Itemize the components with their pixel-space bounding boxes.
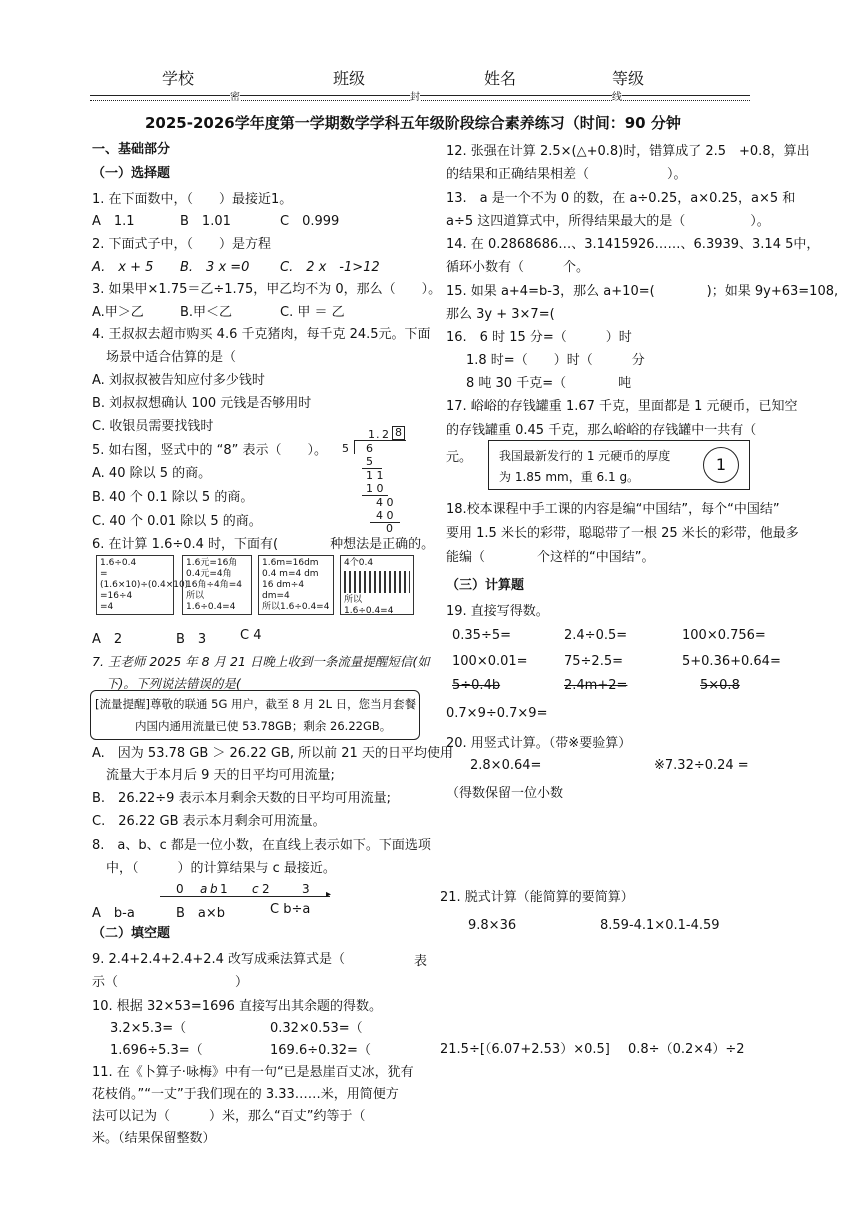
div-row-4: 1 0 — [366, 482, 384, 495]
q19-e: 75÷2.5= — [564, 654, 624, 669]
seal-line — [90, 95, 750, 96]
q21-c: 21.5÷[（6.07+2.53）×0.5] — [440, 1042, 610, 1057]
q7-sms-box: [流量提醒]尊敬的联通 5G 用户，截至 8 月 2L 日，您当月套餐 内国内通用流量已使 53.78GB；剩余 26.22GB。 — [90, 690, 420, 740]
class-label: 班级 — [333, 69, 366, 88]
q11-line3: 法可以记为（ ）米，那么“百丈”约等于（ — [92, 1109, 366, 1124]
q2-option-a: A. x + 5 — [92, 260, 154, 275]
q21-d: 0.8÷（0.2×4）÷2 — [628, 1042, 745, 1057]
q17-line3: 元。 — [446, 450, 473, 465]
q6-card-3: 1.6m=16dm 0.4 m=4 dm 16 dm÷4 dm=4 所以1.6÷0.4=4 — [258, 555, 334, 615]
q4-option-c: C. 收银员需要找钱时 — [92, 419, 214, 434]
q19-d: 100×0.01= — [452, 654, 528, 669]
q5-long-division — [340, 425, 410, 535]
q19-i: 5×0.8 — [700, 678, 740, 693]
q11-line4: 米。（结果保留整数） — [92, 1131, 216, 1146]
q13-line2: a÷5 这四道算式中，所得结果最大的是（ ）。 — [446, 214, 770, 229]
section-calc: （三）计算题 — [446, 578, 525, 593]
q16-line1: 16. 6 时 15 分=（ ）时 — [446, 330, 632, 345]
q5-option-c: C. 40 个 0.01 除以 5 的商。 — [92, 514, 262, 529]
q20: 20. 用竖式计算。（带※要验算） — [446, 736, 632, 751]
header — [0, 66, 868, 96]
q1-option-b: B 1.01 — [180, 214, 231, 229]
q19-g: 5÷0.4b — [452, 678, 501, 693]
q3-option-b: B.甲＜乙 — [180, 305, 233, 320]
section-choice: （一）选择题 — [92, 166, 171, 181]
div-row-6: 4 0 — [376, 509, 394, 522]
q3: 3. 如果甲×1.75＝乙÷1.75，甲乙均不为 0，那么（ ）。 — [92, 282, 442, 297]
q19-h: 2.4m+2= — [564, 678, 628, 693]
seal-xian: 线 — [612, 88, 622, 103]
part1-heading: 一、基础部分 — [92, 142, 171, 157]
q10-b: 0.32×0.53=（ — [270, 1021, 363, 1036]
bars-diagram — [344, 571, 410, 593]
q14-line2: 循环小数有（ 个。 — [446, 260, 590, 275]
q17-coin-box: 我国最新发行的 1 元硬币的厚度 为 1.85 mm，重 6.1 g。 1 — [488, 440, 750, 490]
q1-option-c: C 0.999 — [280, 214, 340, 229]
q6-option-a: A 2 — [92, 632, 123, 647]
q8-option-a: A b-a — [92, 906, 135, 921]
q4-line1: 4. 王叔叔去超市购买 4.6 千克猪肉，每千克 24.5元。下面 — [92, 327, 431, 342]
q17-line2: 的存钱罐重 0.45 千克，那么峪峪的存钱罐中一共有（ — [446, 423, 757, 438]
q8-line2: 中，（ ）的计算结果与 c 最接近。 — [106, 861, 336, 876]
q18-line1: 18.校本课程中手工课的内容是编“中国结”，每个“中国结” — [446, 502, 780, 517]
quotient-2: 2 — [382, 428, 389, 441]
div-row-7: 0 — [386, 522, 393, 535]
q6-card-4: 4个0.4 所以1.6÷0.4=4 — [340, 555, 414, 615]
section-fill: （二）填空题 — [92, 926, 171, 941]
school-label: 学校 — [162, 69, 195, 88]
q3-option-a: A.甲＞乙 — [92, 305, 144, 320]
q9-line1: 9. 2.4+2.4+2.4+2.4 改写成乘法算式是（ — [92, 952, 346, 967]
q8-number-line: ▸ 0 a b 1 c 2 3 — [160, 882, 340, 904]
q6-card-2: 1.6元=16角 0.4元=4角 16角÷4角=4 所以1.6÷0.4=4 — [182, 555, 252, 615]
q6: 6. 在计算 1.6÷0.4 时，下面有( 种想法是正确的。 — [92, 537, 435, 552]
q21-a: 9.8×36 — [468, 918, 517, 933]
q4-line2: 场景中适合估算的是（ — [106, 350, 237, 365]
q10-d: 169.6÷0.32=（ — [270, 1043, 371, 1058]
q12-line2: 的结果和正确结果相差（ ）。 — [446, 167, 687, 182]
q21-b: 8.59-4.1×0.1-4.59 — [600, 918, 720, 933]
q5: 5. 如右图，竖式中的 “8” 表示（ ）。 — [92, 443, 328, 458]
q14-line1: 14. 在 0.2868686…、3.1415926……、6.3939、3.14 5中， — [446, 237, 820, 252]
quotient-dot: . — [376, 428, 380, 441]
div-row-2: 5 — [366, 455, 373, 468]
q19-j: 0.7×9÷0.7×9= — [446, 706, 548, 721]
name-label: 姓名 — [484, 69, 517, 88]
q7-line2: 下)。下列说法错误的是( — [106, 676, 241, 691]
q6-option-b: B 3 — [176, 632, 207, 647]
quotient-1: 1 — [368, 428, 375, 441]
seal-line-dotted — [90, 100, 750, 101]
q8-line1: 8. a、b、c 都是一位小数，在直线上表示如下。下面选项 — [92, 838, 431, 853]
q4-option-a: A. 刘叔叔被告知应付多少钱时 — [92, 373, 265, 388]
divisor: 5 — [342, 442, 349, 455]
q18-line2: 要用 1.5 米长的彩带，聪聪带了一根 25 米长的彩带，他最多 — [446, 526, 799, 541]
seal-mi: 密 — [230, 88, 240, 103]
q10-c: 1.696÷5.3=（ — [110, 1043, 203, 1058]
q17-line1: 17. 峪峪的存钱罐重 1.67 千克，里面都是 1 元硬币，已知空 — [446, 399, 798, 414]
seal-feng: 封 — [410, 88, 420, 103]
q3-option-c: C. 甲 ＝ 乙 — [280, 305, 345, 320]
q16-line2: 1.8 时=（ ）时（ 分 — [466, 353, 645, 368]
q19-b: 2.4÷0.5= — [564, 628, 628, 643]
div-row-3: 1 1 — [366, 469, 384, 482]
q12-line1: 12. 张强在计算 2.5×(△+0.8)时，错算成了 2.5 +0.8，算出 — [446, 144, 810, 159]
q2-option-b: B. 3 x =0 — [180, 260, 250, 275]
q13-line1: 13. a 是一个不为 0 的数，在 a÷0.25，a×0.25，a×5 和 — [446, 191, 796, 206]
q19-f: 5+0.36+0.64= — [682, 654, 781, 669]
q1: 1. 在下面数中，（ ）最接近1。 — [92, 192, 293, 207]
q6-card-1: 1.6÷0.4 =(1.6×10)÷(0.4×10) =16÷4 =4 — [96, 555, 174, 615]
q2-option-c: C. 2 x -1>12 — [280, 260, 380, 275]
q20-b: ※7.32÷0.24 = — [654, 758, 749, 773]
q19-c: 100×0.756= — [682, 628, 766, 643]
q10-a: 3.2×5.3=（ — [110, 1021, 187, 1036]
q9-right: 表 — [414, 954, 428, 969]
q20-a: 2.8×0.64= — [470, 758, 542, 773]
q20-c: （得数保留一位小数 — [446, 786, 564, 801]
q19: 19. 直接写得数。 — [446, 604, 549, 619]
q7-option-a1: A. 因为 53.78 GB ＞ 26.22 GB, 所以前 21 天的日平均使用 — [92, 746, 453, 761]
quotient-8-box: 8 — [392, 426, 405, 440]
q5-option-a: A. 40 除以 5 的商。 — [92, 466, 212, 481]
q10: 10. 根据 32×53=1696 直接写出其余题的得数。 — [92, 999, 383, 1014]
q19-a: 0.35÷5= — [452, 628, 512, 643]
q21: 21. 脱式计算（能简算的要简算） — [440, 890, 634, 905]
q7-option-b: B. 26.22÷9 表示本月剩余天数的日平均可用流量; — [92, 791, 391, 806]
q9-line2: 示（ ） — [92, 975, 249, 990]
q4-option-b: B. 刘叔叔想确认 100 元钱是否够用时 — [92, 396, 312, 411]
q8-option-c: C b÷a — [270, 902, 311, 917]
q7-line1: 7. 王老师 2025 年 8 月 21 日晚上收到一条流量提醒短信(如 — [92, 654, 430, 669]
q11-line1: 11. 在《卜算子·咏梅》中有一句“已是悬崖百丈冰，犹有 — [92, 1065, 414, 1080]
q7-option-c: C. 26.22 GB 表示本月剩余可用流量。 — [92, 814, 326, 829]
q15-line2: 那么 3y + 3×7=( — [446, 307, 555, 322]
q2: 2. 下面式子中，（ ）是方程 — [92, 237, 272, 252]
q1-option-a: A 1.1 — [92, 214, 135, 229]
q15-line1: 15. 如果 a+4=b-3，那么 a+10=( )；如果 9y+63=108, — [446, 284, 839, 299]
q6-option-c: C 4 — [240, 628, 262, 643]
q5-option-b: B. 40 个 0.1 除以 5 的商。 — [92, 490, 254, 505]
q7-option-a2: 流量大于本月后 9 天的日平均可用流量; — [106, 768, 335, 783]
q8-option-b: B a×b — [176, 906, 226, 921]
q18-line3: 能编（ 个这样的“中国结”。 — [446, 550, 655, 565]
div-row-5: 4 0 — [376, 496, 394, 509]
dividend: 6 — [366, 442, 373, 455]
q16-line3: 8 吨 30 千克=（ 吨 — [466, 376, 632, 391]
q11-line2: 花枝俏。”“一丈”于我们现在的 3.33……米，用简便方 — [92, 1087, 399, 1102]
page-title: 2025-2026学年度第一学期数学学科五年级阶段综合素养练习（时间：90 分钟 — [145, 114, 681, 132]
grade-label: 等级 — [612, 69, 645, 88]
coin-icon: 1 — [703, 447, 739, 483]
